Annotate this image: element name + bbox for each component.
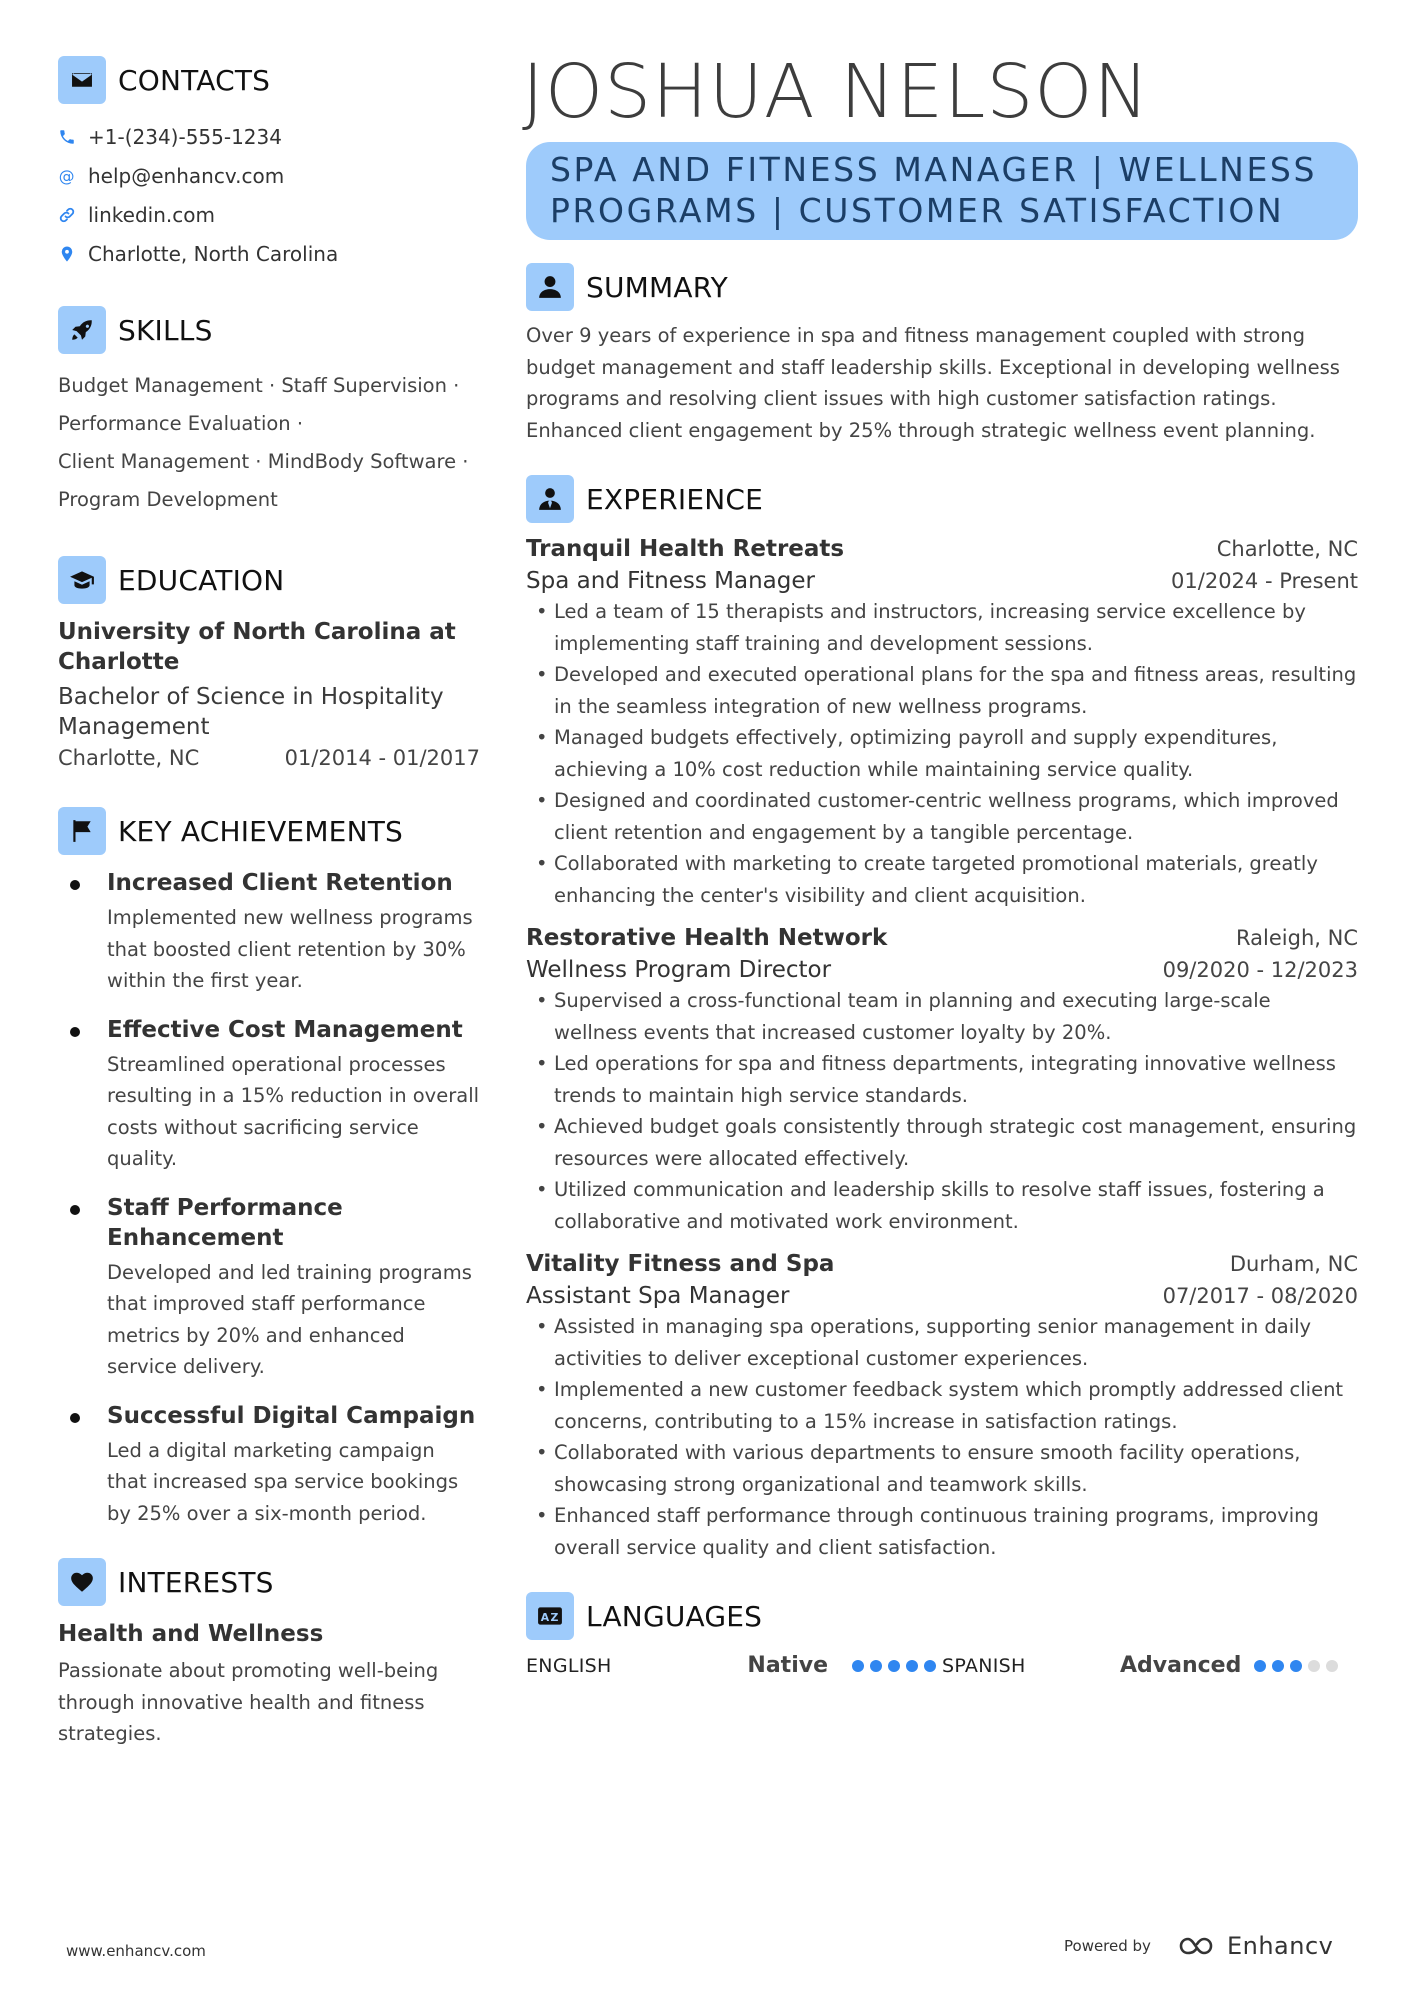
enhancv-logo-icon: [1177, 1934, 1221, 1958]
svg-text:A: A: [540, 1610, 550, 1624]
right-column: [522, 49, 1358, 1678]
email-text: help@enhancv.com: [88, 163, 285, 188]
job-bullet: • Led operations for spa and fitness departments, integrating innovative wellness trends to maintain high service standards.: [526, 1048, 1358, 1111]
footer-branding: [1064, 1932, 1333, 1960]
language-name: SPANISH: [942, 1654, 1026, 1677]
phone-icon: [58, 128, 76, 146]
edu-dates: 01/2014 - 01/2017: [284, 746, 480, 770]
job-dates: 07/2017 - 08/2020: [1162, 1284, 1358, 1308]
skills-line: Program Development: [58, 488, 278, 511]
job-bullet: • Designed and coordinated customer-centric wellness programs, which improved client retention and engagement by a tangible percentage.: [526, 785, 1358, 848]
summary-header: [526, 262, 1358, 312]
location-pin-icon: [58, 245, 76, 263]
job-bullets: [526, 985, 1358, 1237]
footer-website[interactable]: www.enhancv.com: [66, 1942, 206, 1960]
experience-title: EXPERIENCE: [586, 482, 764, 516]
job-entry: [526, 536, 1358, 911]
flag-icon: [58, 807, 106, 855]
skills-line: Performance Evaluation ·: [58, 412, 304, 435]
job-bullet: • Achieved budget goals consistently through strategic cost management, ensuring resources were allocated effectively.: [526, 1111, 1358, 1174]
job-entry: [526, 1251, 1358, 1563]
proficiency-dot: [870, 1660, 882, 1672]
job-company: Tranquil Health Retreats: [526, 536, 845, 562]
proficiency-dot: [1254, 1660, 1266, 1672]
job-bullet: • Utilized communication and leadership skills to resolve staff issues, fostering a collaborative and motivated work environment.: [526, 1174, 1358, 1237]
job-subheader: [526, 957, 1358, 983]
rocket-icon: [58, 306, 106, 354]
link-icon: [58, 206, 76, 224]
language-item: [942, 1653, 1358, 1678]
achievement-desc: Led a digital marketing campaign that increased spa service bookings by 25% over a six-month period.: [107, 1438, 459, 1525]
job-bullets: [526, 596, 1358, 911]
interests-header: [58, 1557, 480, 1607]
job-company: Vitality Fitness and Spa: [526, 1251, 835, 1277]
achievement-title: Staff Performance Enhancement: [107, 1194, 343, 1251]
user-icon: [526, 263, 574, 311]
job-header: [526, 1251, 1358, 1277]
job-bullet: • Collaborated with marketing to create targeted promotional materials, greatly enhancing the center's visibility and client acquisition.: [526, 848, 1358, 911]
interests-title: INTERESTS: [118, 1565, 274, 1599]
contact-email[interactable]: [58, 156, 480, 195]
brand-logo[interactable]: [1177, 1932, 1333, 1960]
languages-title: LANGUAGES: [586, 1599, 763, 1633]
language-level: Advanced: [1120, 1653, 1242, 1678]
contact-phone[interactable]: [58, 117, 480, 156]
translate-icon: [526, 1592, 574, 1640]
language-level: Native: [747, 1653, 828, 1678]
job-location: Raleigh, NC: [1236, 926, 1358, 950]
graduation-cap-icon: [58, 556, 106, 604]
job-role: Wellness Program Director: [526, 957, 832, 983]
job-location: Charlotte, NC: [1216, 537, 1358, 561]
linkedin-text: linkedin.com: [88, 202, 215, 227]
achievement-desc: Implemented new wellness programs that boosted client retention by 30% within the first year.: [107, 906, 473, 992]
language-proficiency-dots: [852, 1660, 942, 1672]
job-bullet: • Enhanced staff performance through continuous training programs, improving overall service quality and client satisfaction.: [526, 1500, 1358, 1563]
proficiency-dot: [1308, 1660, 1320, 1672]
contact-location: [58, 234, 480, 273]
job-header: [526, 925, 1358, 951]
experience-header: [526, 474, 1358, 524]
proficiency-dot: [906, 1660, 918, 1672]
job-header: [526, 536, 1358, 562]
skills-line: Client Management · MindBody Software ·: [58, 450, 469, 473]
job-bullet: • Collaborated with various departments to ensure smooth facility operations, showcasing strong organizational and teamwork skills.: [526, 1437, 1358, 1500]
left-column: [58, 55, 480, 1750]
candidate-name: JOSHUA NELSON: [522, 49, 1150, 135]
edu-degree: Bachelor of Science in Hospitality Management: [58, 684, 444, 740]
job-company: Restorative Health Network: [526, 925, 888, 951]
proficiency-dot: [1290, 1660, 1302, 1672]
edu-meta: [58, 746, 480, 770]
achievement-title: Increased Client Retention: [107, 870, 453, 896]
businessman-icon: [526, 475, 574, 523]
job-bullet: • Supervised a cross-functional team in planning and executing large-scale wellness events that increased customer loyalty by 20%.: [526, 985, 1358, 1048]
achievement-item: [58, 1015, 480, 1175]
svg-text:@: @: [58, 166, 75, 185]
contact-linkedin[interactable]: [58, 195, 480, 234]
job-bullets: [526, 1311, 1358, 1563]
proficiency-dot: [924, 1660, 936, 1672]
education-title: EDUCATION: [118, 563, 285, 597]
job-location: Durham, NC: [1229, 1252, 1358, 1276]
summary-text: Over 9 years of experience in spa and fitness management coupled with strong budget management and staff leadership skills. Exceptional in developing wellness programs and resolving client issues with high customer satisfaction ratings. Enhanced client engagement by 25% through strategic wellness event planning.: [526, 324, 1340, 442]
achievements-list: [58, 868, 480, 1529]
job-bullet: • Developed and executed operational plans for the spa and fitness areas, resulting in the seamless integration of new wellness programs.: [526, 659, 1358, 722]
proficiency-dot: [1272, 1660, 1284, 1672]
interest-desc: Passionate about promoting well-being through innovative health and fitness strategies.: [58, 1659, 439, 1745]
achievement-item: [58, 1401, 480, 1530]
summary-title: SUMMARY: [586, 270, 728, 304]
job-dates: 09/2020 - 12/2023: [1162, 958, 1358, 982]
language-name: ENGLISH: [526, 1654, 612, 1677]
skills-list: [58, 367, 480, 519]
skills-line: Budget Management · Staff Supervision ·: [58, 374, 460, 397]
proficiency-dot: [1326, 1660, 1338, 1672]
phone-text: +1-(234)-555-1234: [88, 124, 282, 149]
location-text: Charlotte, North Carolina: [88, 241, 339, 266]
job-dates: 01/2024 - Present: [1171, 569, 1358, 593]
interest-title: Health and Wellness: [58, 1621, 324, 1647]
job-bullet: • Implemented a new customer feedback system which promptly addressed client concerns, contributing to a 15% increase in satisfaction ratings.: [526, 1374, 1358, 1437]
achievement-item: [58, 1193, 480, 1383]
job-subheader: [526, 1283, 1358, 1309]
contacts-list: [58, 117, 480, 273]
skills-header: [58, 305, 480, 355]
job-bullet: • Led a team of 15 therapists and instructors, increasing service excellence by implementing staff training and development sessions.: [526, 596, 1358, 659]
achievement-title: Effective Cost Management: [107, 1016, 463, 1043]
job-entry: [526, 925, 1358, 1237]
achievement-title: Successful Digital Campaign: [107, 1402, 476, 1429]
languages-header: [526, 1591, 1358, 1641]
contacts-title: CONTACTS: [118, 63, 271, 97]
languages-list: [526, 1653, 1358, 1678]
achievements-title: KEY ACHIEVEMENTS: [118, 814, 403, 848]
svg-text:Z: Z: [550, 1610, 559, 1624]
achievements-header: [58, 806, 480, 856]
job-bullet: • Managed budgets effectively, optimizing payroll and supply expenditures, achieving a 10% cost reduction while maintaining service quality.: [526, 722, 1358, 785]
achievement-desc: Developed and led training programs that improved staff performance metrics by 20% and enhanced service delivery.: [107, 1260, 472, 1378]
achievement-desc: Streamlined operational processes resulting in a 15% reduction in overall costs without sacrificing service quality.: [107, 1052, 480, 1170]
interest-entry: [58, 1619, 480, 1750]
proficiency-dot: [888, 1660, 900, 1672]
language-proficiency-dots: [1254, 1660, 1344, 1672]
achievement-item: [58, 868, 480, 997]
powered-by-text: Powered by: [1064, 1937, 1151, 1955]
skills-title: SKILLS: [118, 313, 213, 347]
edu-location: Charlotte, NC: [58, 746, 200, 770]
job-bullet: • Assisted in managing spa operations, supporting senior management in daily activities to deliver exceptional customer experiences.: [526, 1311, 1358, 1374]
language-item: [526, 1653, 942, 1678]
at-icon: [58, 167, 76, 185]
education-entry: [58, 617, 480, 770]
education-header: [58, 555, 480, 605]
brand-name: Enhancv: [1226, 1932, 1334, 1960]
job-subheader: [526, 568, 1358, 594]
proficiency-dot: [852, 1660, 864, 1672]
job-title-banner: SPA AND FITNESS MANAGER | WELLNESS PROGRAMS | CUSTOMER SATISFACTION: [526, 142, 1358, 240]
job-role: Assistant Spa Manager: [526, 1283, 790, 1309]
job-role: Spa and Fitness Manager: [526, 568, 815, 594]
heart-icon: [58, 1558, 106, 1606]
edu-school: University of North Carolina at Charlotte: [58, 619, 456, 675]
contacts-header: [58, 55, 480, 105]
envelope-icon: [58, 56, 106, 104]
